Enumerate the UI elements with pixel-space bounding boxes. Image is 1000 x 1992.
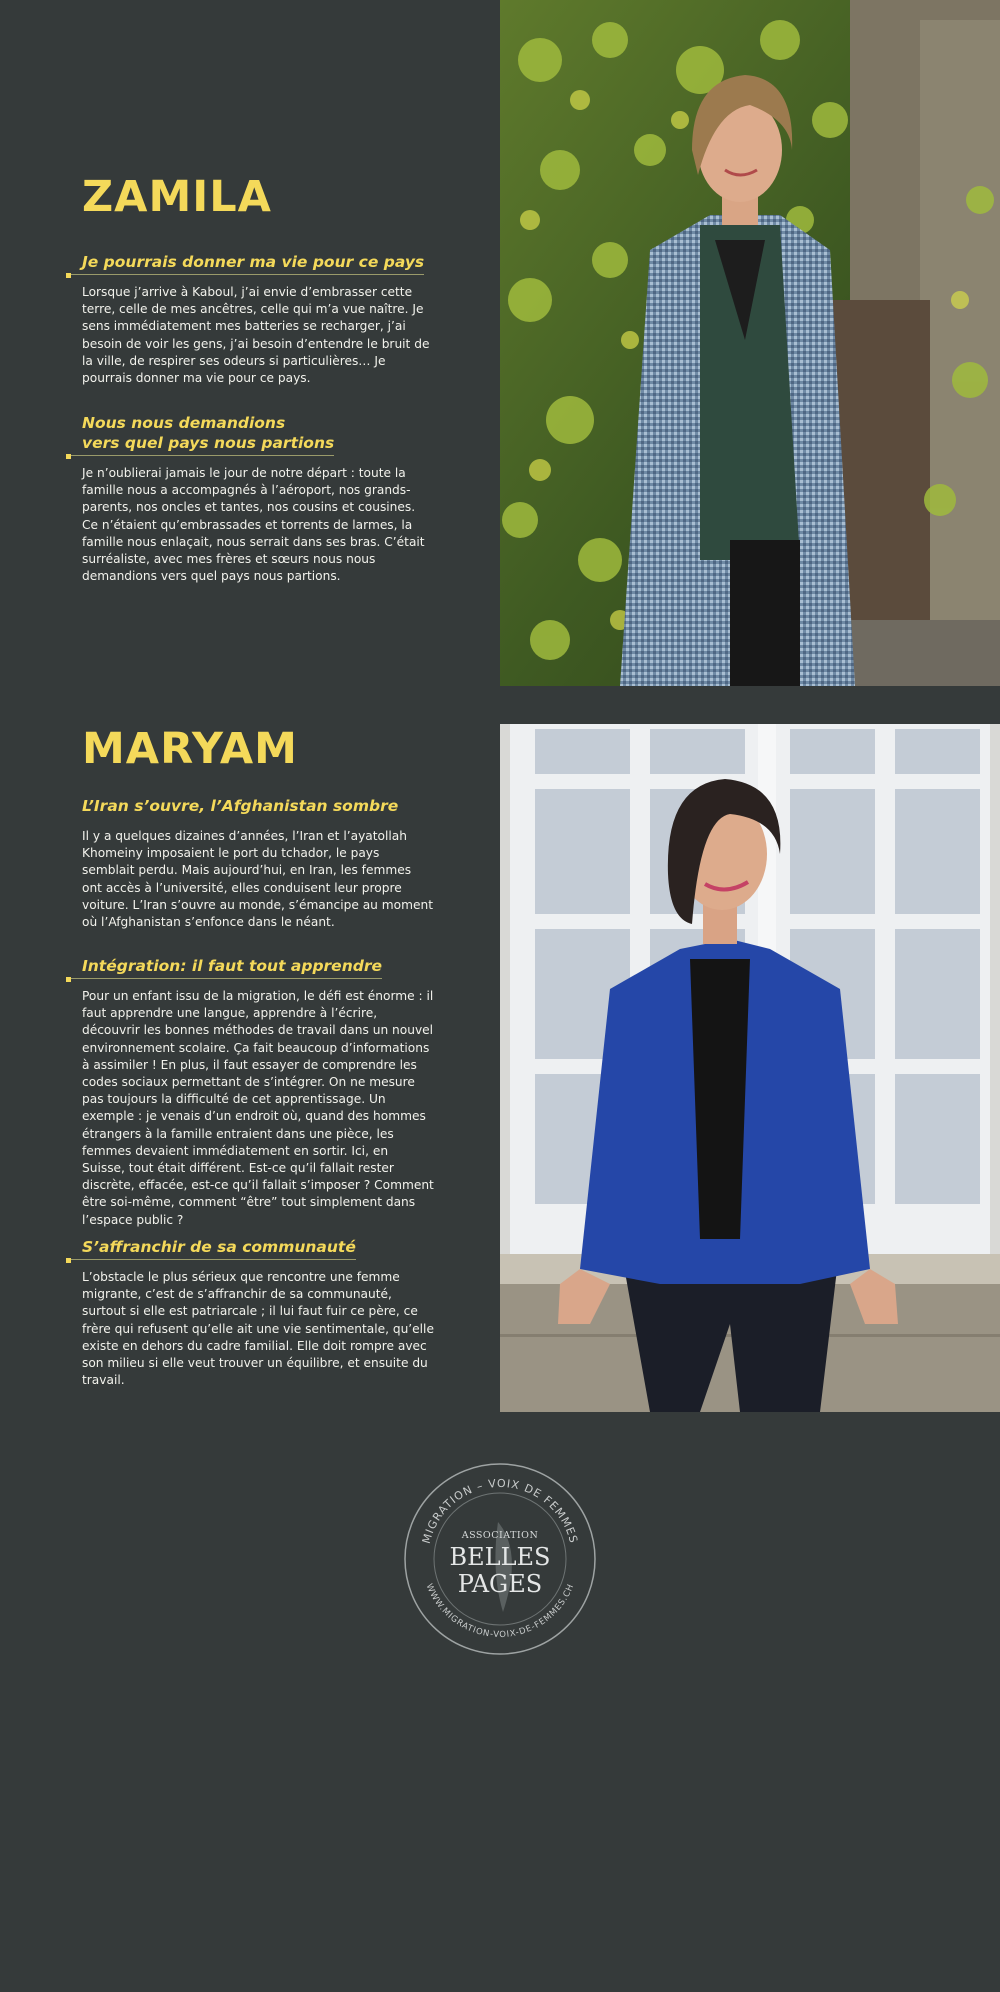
profile-zamila — [0, 0, 1000, 686]
heading-bullet-marker — [66, 1258, 71, 1263]
section-text: Pour un enfant issu de la migration, le défi est énorme : il faut apprendre une langue, apprendre à l’écrire, découvrir les bonnes méthodes de travail dans un nouvel environnement scolaire. Ça fait beaucoup d’informations à assimiler ! En plus, il faut essayer de comprendre les codes sociaux permettant de s’intégrer. On ne mesure pas toujours la difficulté de cet apprentissage. Un exemple : je venais d’un endroit où, quand des hommes étrangers à la famille entraient dans une pièce, les femmes devaient immédiatement en sortir. Ici, en Suisse, tout était différent. Est-ce qu’il fallait rester discrète, effacée, est-ce qu’il fallait s’imposer ? Comment être soi-même, comment “être” tout simplement dans l’espace public ? — [82, 989, 434, 1227]
profile-name: ZAMILA — [82, 172, 272, 222]
profile-maryam — [0, 724, 1000, 1412]
story-section — [64, 252, 436, 387]
logo-ring-top-text: MIGRATION – VOIX DE FEMMES — [419, 1476, 581, 1546]
portrait-illustration — [500, 724, 1000, 1412]
story-section — [64, 956, 436, 1229]
section-heading-line-1: Nous nous demandions — [82, 414, 286, 432]
portrait-photo-zamila — [500, 0, 1000, 686]
heading-underline — [68, 455, 334, 456]
heading-underline — [68, 978, 382, 979]
logo-ring-bottom-text: WWW.MIGRATION-VOIX-DE-FEMMES.CH — [423, 1582, 577, 1641]
section-heading-text: L’Iran s’ouvre, l’Afghanistan sombre — [82, 797, 399, 815]
heading-underline — [68, 1259, 356, 1260]
section-heading-text: Je pourrais donner ma vie pour ce pays — [82, 253, 425, 271]
portrait-photo-maryam — [500, 724, 1000, 1412]
association-logo — [403, 1462, 597, 1656]
story-section — [64, 1237, 436, 1389]
section-heading — [64, 956, 382, 976]
section-heading — [64, 1237, 356, 1257]
portrait-illustration — [500, 0, 1000, 686]
heading-bullet-marker — [66, 977, 71, 982]
section-heading-text: Intégration: il faut tout apprendre — [82, 957, 382, 975]
logo-association: ASSOCIATION — [461, 1530, 539, 1541]
section-text: L’obstacle le plus sérieux que rencontre une femme migrante, c’est de s’affranchir de sa communauté, surtout si elle est patriarcale ; il lui faut fuir ce père, ce frère qui refusent qu’elle ait une vie sentimentale, qu’elle existe en dehors du cadre familial. Elle doit rompre avec son milieu si elle veut trouver un équilibre, et ensuite du travail. — [82, 1270, 434, 1388]
heading-bullet-marker — [66, 454, 71, 459]
section-heading-text: S’affranchir de sa communauté — [82, 1238, 356, 1256]
story-section — [64, 413, 436, 585]
section-text: Je n’oublierai jamais le jour de notre départ : toute la famille nous a accompagnés à l’aéroport, nos grands-parents, nos oncles et tantes, nos cousins et cousines. Ce n’étaient qu’embrassades et torrents de larmes, la famille nous enlaçait, nous serrait dans ses bras. C’était surréaliste, avec mes frères et sœurs nous nous demandions vers quel pays nous partions. — [82, 466, 425, 584]
logo-line-2: PAGES — [457, 1570, 543, 1598]
heading-underline — [68, 274, 424, 275]
section-heading — [64, 252, 424, 272]
heading-bullet-marker — [66, 273, 71, 278]
profile-name: MARYAM — [82, 724, 298, 774]
section-heading-line-2: vers quel pays nous partions — [82, 434, 335, 452]
section-heading — [64, 796, 398, 816]
logo-line-1: BELLES — [449, 1543, 551, 1571]
section-text: Lorsque j’arrive à Kaboul, j’ai envie d’embrasser cette terre, celle de mes ancêtres, celle qui m’a vue naître. Je sens immédiatement mes batteries se recharger, j’ai besoin de voir les gens, j’ai besoin d’entendre le bruit de la ville, de respirer ses odeurs si particulières… Je pourrais donner ma vie pour ce pays. — [82, 285, 430, 386]
story-section — [64, 796, 436, 931]
section-heading — [64, 413, 334, 453]
section-text: Il y a quelques dizaines d’années, l’Iran et l’ayatollah Khomeiny imposaient le port du tchador, le pays semblait perdu. Mais aujourd’hui, en Iran, les femmes ont accès à l’université, elles conduisent leur propre voiture. L’Iran s’ouvre au monde, s’émancipe au moment où l’Afghanistan s’enfonce dans le néant. — [82, 829, 433, 930]
